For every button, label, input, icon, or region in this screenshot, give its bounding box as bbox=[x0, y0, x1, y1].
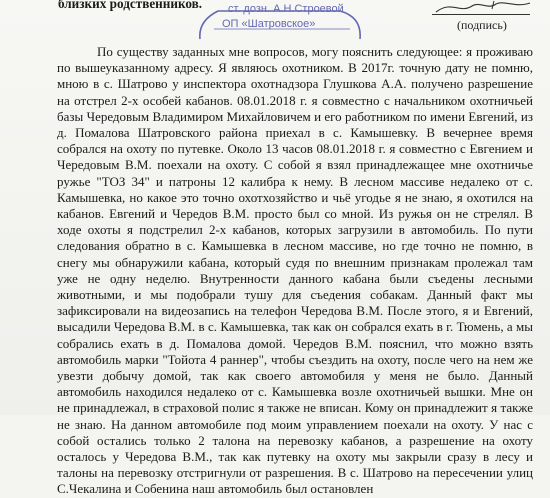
statement-paragraph: По существу заданных мне вопросов, могу пояснить следующее: я проживаю по вышеуказанному адресу. Я являюсь охотником. В 2017г. точную дату не помню, мною в с. Шатрово у инспектора охотнадзора Глушкова А.А. получено разрешение на отстрел 2-х особей кабанов. 08.01.2018 г. я совместно с начальником охотничьей базы Чередовым Владимиром Михайловичем и его работником по имени Евгений, из д. Помалова Шатровского района приехал в с. Камышевку. В вечернее время собрался на охоту по путевке. Около 13 часов 08.01.2018 г. я совместно с Евгением и Чередовым В.М. поехали на охоту. С собой я взял принадлежащее мне охотничье ружье "ТОЗ 34" и патроны 12 калибра к нему. В лесном массиве недалеко от с. Камышевка, но какое это точно охотхозяйство и чьё угодье я не знаю, я охотился на кабанов. Евгений и Чередов В.М. просто был со мной. Из ружья он не стрелял. В ходе охоты я подстрелил 2-х кабанов, которых загрузили в автомобиль. По пути следования обратно в с. Камышевка в лесном массиве, но где точно не помню, в снегу мы обнаружили кабана, который судя по внешним признакам пролежал там уже не одну неделю. Внутренности данного кабана были съедены лесными животными, и мы подобрали тушу для съедения собакам. Данный факт мы зафиксировали на видеозапись на телефон Чередова В.М. После этого, я и Евгений, высадили Чередова В.М. в с. Камышевка, так как он собрался ехать в г. Тюмень, а мы собрались ехать в д. Помалова домой. Чередов В.М. пояснил, что можно взять автомобиль марки "Тойота 4 раннер", чтобы съездить на охоту, после чего на нем же увезти добычу домой, так как своего автомобиля у меня не было. Данный автомобиль находился недалеко от с. Камышевка возле охотничьей вышки. Мне он не принадлежал, в страховой полис я также не вписан. Кому он принадлежит я также не знаю. На данном автомобиле под моим управлением поехали на охоту. У нас с собой остались только 2 талона на перевозку кабанов, а разрешение на охоту осталось у Чередова В.М., так как путевку на охоту мы закрыли сразу в лесу и талоны на перевозку отстригнули от разрешения. В с. Шатрово на пересечении улиц С.Чекалина и Собенина наш автомобиль был остановлен bbox=[57, 44, 533, 497]
stamp-line-2: ст. дозн. А.Н.Строевой bbox=[228, 3, 344, 15]
certification-stamp bbox=[190, 0, 370, 43]
statement-text bbox=[57, 44, 533, 498]
stamp-line-3: ОП «Шатровское» bbox=[222, 18, 316, 30]
previous-page-fragment: близких родственников. bbox=[58, 0, 203, 11]
signature-line bbox=[432, 14, 530, 15]
signature-caption: (подпись) bbox=[457, 18, 507, 32]
stamp-line-1 bbox=[246, 0, 339, 1]
signature-block bbox=[430, 0, 540, 40]
